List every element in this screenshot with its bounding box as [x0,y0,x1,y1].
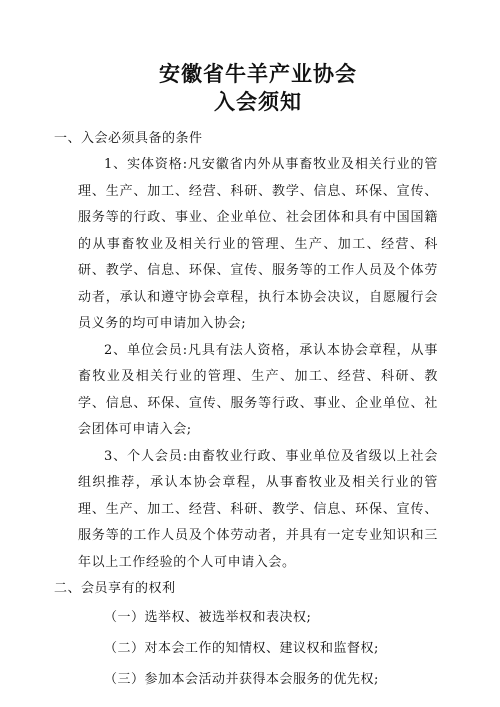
document-title: 安徽省牛羊产业协会 [159,61,357,86]
paragraph-individual-member: 3、个人会员:由畜牧业行政、事业单位及省级以上社会组织推荐，承认本协会章程，从事畜牧业及相关行业的管理、生产、加工、经营、科研、教学、信息、环保、宣传、服务等的工作人员及个体劳动者，并具有一定专业知识和三年以上工作经验的个人可申请入会。 [78,448,438,570]
paragraph-entity-qualification: 1、实体资格:凡安徽省内外从事畜牧业及相关行业的管理、生产、加工、经营、科研、教学、信息、环保、宣传、服务等的行政、事业、企业单位、社会团体和具有中国国籍的从事畜牧业及相关行业的管理、生产、加工、经营、科研、教学、信息、环保、宣传、服务等的工作人员及个体劳动者，承认和遵守协会章程，执行本协会决议，自愿履行会员义务的均可申请加入协会; [78,157,438,331]
paragraph-unit-member: 2、单位会员:凡具有法人资格，承认本协会章程，从事畜牧业及相关行业的管理、生产、加工、经营、科研、教学、信息、环保、宣传、服务等行政、事业、企业单位、社会团体可申请入会; [78,342,438,437]
section-heading-rights: 二、会员享有的权利 [54,581,176,596]
document-subtitle: 入会须知 [214,89,302,114]
rights-item-2: （二）对本会工作的知情权、建议权和监督权; [104,641,379,656]
rights-item-1: （一）选举权、被选举权和表决权; [104,610,312,625]
rights-item-3: （三）参加本会活动并获得本会服务的优先权; [104,672,379,687]
section-heading-conditions: 一、入会必须具备的条件 [54,131,203,146]
